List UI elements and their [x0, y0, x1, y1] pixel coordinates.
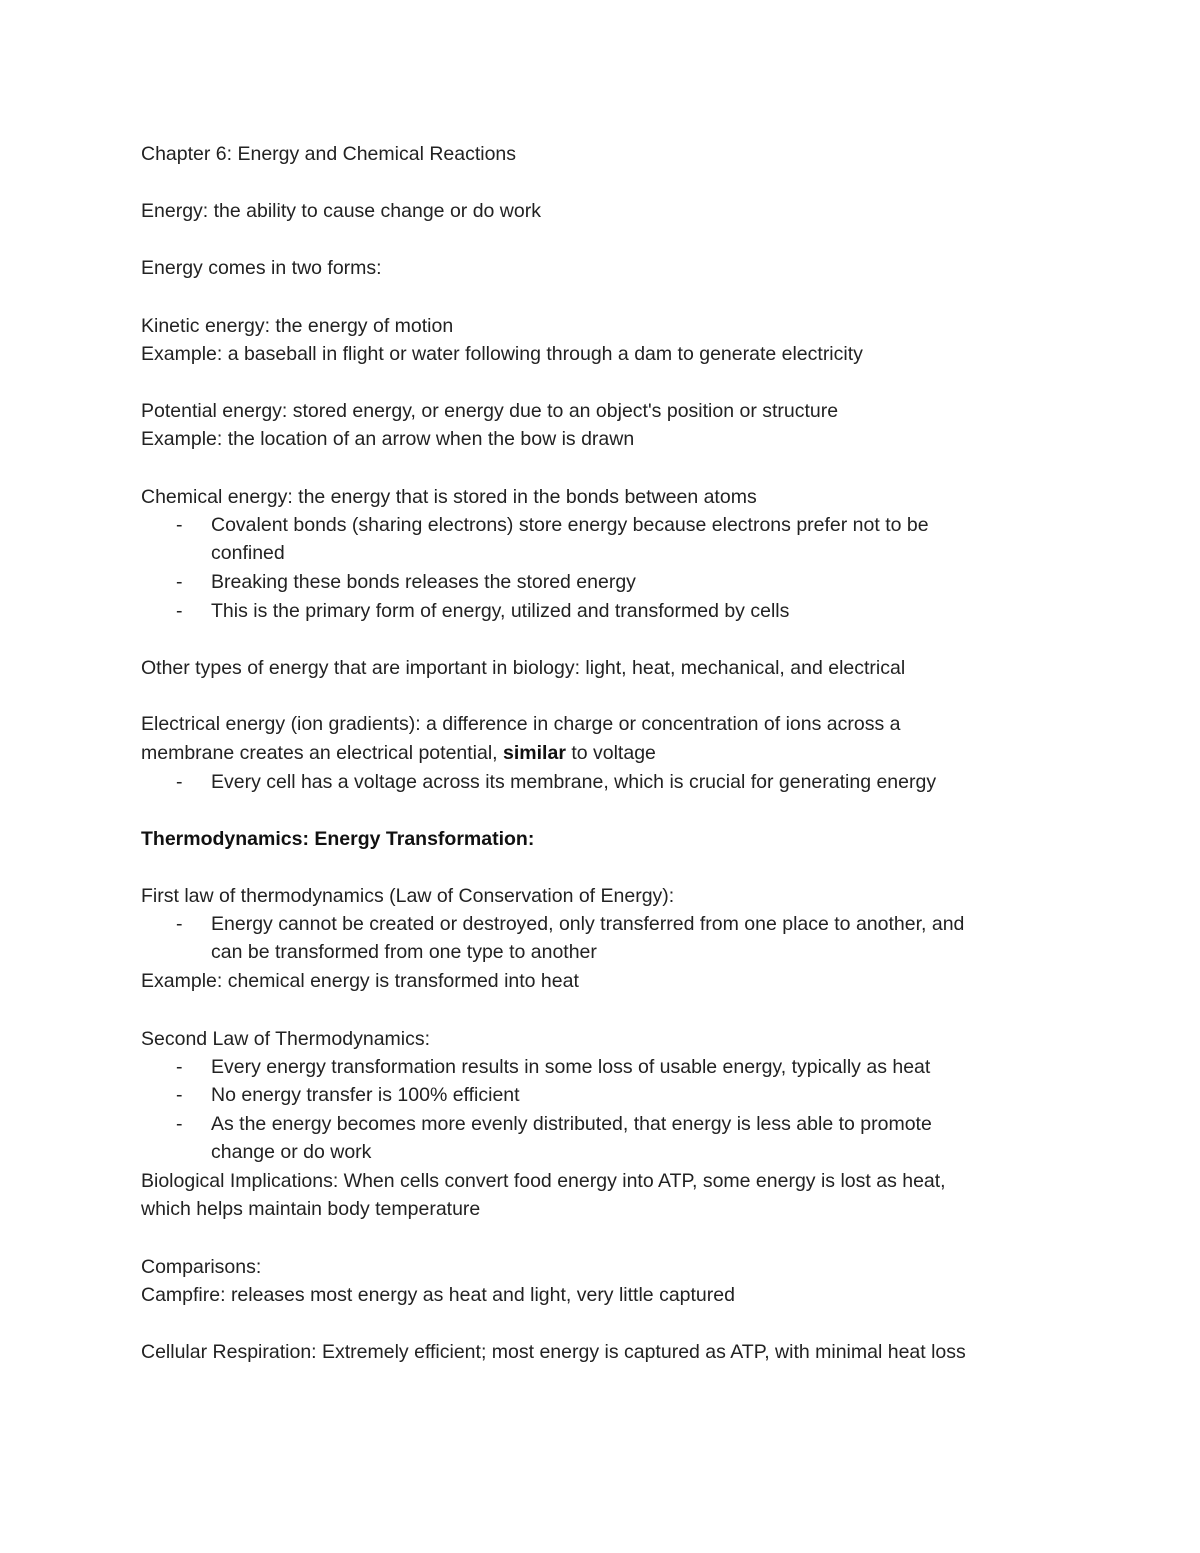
energy-definition: Energy: the ability to cause change or do work [141, 200, 541, 222]
list-item-continuation: change or do work [211, 1141, 372, 1163]
list-item: Breaking these bonds releases the stored energy [211, 571, 636, 593]
electrical-text: to voltage [565, 742, 656, 764]
list-item: This is the primary form of energy, utilized and transformed by cells [211, 600, 790, 622]
bullet-marker: - [176, 571, 183, 593]
bullet-marker: - [176, 514, 183, 536]
campfire-comparison: Campfire: releases most energy as heat and light, very little captured [141, 1284, 735, 1306]
list-item: Every cell has a voltage across its membrane, which is crucial for generating energy [211, 771, 937, 793]
potential-definition: Potential energy: stored energy, or energy due to an object's position or structure [141, 400, 839, 422]
list-item: Energy cannot be created or destroyed, only transferred from one place to another, and [211, 913, 965, 935]
list-item: Covalent bonds (sharing electrons) store energy because electrons prefer not to be [211, 514, 929, 536]
forms-intro: Energy comes in two forms: [141, 257, 382, 279]
second-law-heading: Second Law of Thermodynamics: [141, 1028, 431, 1050]
list-item-continuation: can be transformed from one type to another [211, 941, 597, 963]
biological-implications: Biological Implications: When cells convert food energy into ATP, some energy is lost as heat, [141, 1170, 946, 1192]
bullet-marker: - [176, 1113, 183, 1135]
bullet-marker: - [176, 1084, 183, 1106]
bullet-marker: - [176, 600, 183, 622]
potential-example: Example: the location of an arrow when the bow is drawn [141, 428, 635, 450]
first-law-example: Example: chemical energy is transformed into heat [141, 970, 579, 992]
page-title: Chapter 6: Energy and Chemical Reactions [141, 143, 517, 165]
section-heading: Thermodynamics: Energy Transformation: [141, 828, 535, 850]
respiration-comparison: Cellular Respiration: Extremely efficient; most energy is captured as ATP, with minimal heat loss [141, 1341, 966, 1363]
other-energy-types: Other types of energy that are important in biology: light, heat, mechanical, and electrical [141, 657, 906, 679]
list-item: No energy transfer is 100% efficient [211, 1084, 520, 1106]
bullet-marker: - [176, 913, 183, 935]
first-law-heading: First law of thermodynamics (Law of Conservation of Energy): [141, 885, 675, 907]
list-item: As the energy becomes more evenly distributed, that energy is less able to promote [211, 1113, 932, 1135]
electrical-definition-cont [141, 741, 656, 765]
chemical-definition: Chemical energy: the energy that is stored in the bonds between atoms [141, 486, 757, 508]
biological-implications-cont: which helps maintain body temperature [141, 1198, 481, 1220]
kinetic-definition: Kinetic energy: the energy of motion [141, 315, 454, 337]
bullet-marker: - [176, 771, 183, 793]
bold-term: similar [503, 742, 566, 764]
comparisons-heading: Comparisons: [141, 1256, 262, 1278]
list-item-continuation: confined [211, 542, 285, 564]
kinetic-example: Example: a baseball in flight or water following through a dam to generate electricity [141, 343, 863, 365]
list-item: Every energy transformation results in some loss of usable energy, typically as heat [211, 1056, 931, 1078]
bullet-marker: - [176, 1056, 183, 1078]
electrical-text: membrane creates an electrical potential, [141, 742, 504, 764]
electrical-definition: Electrical energy (ion gradients): a difference in charge or concentration of ions across a [141, 713, 901, 735]
